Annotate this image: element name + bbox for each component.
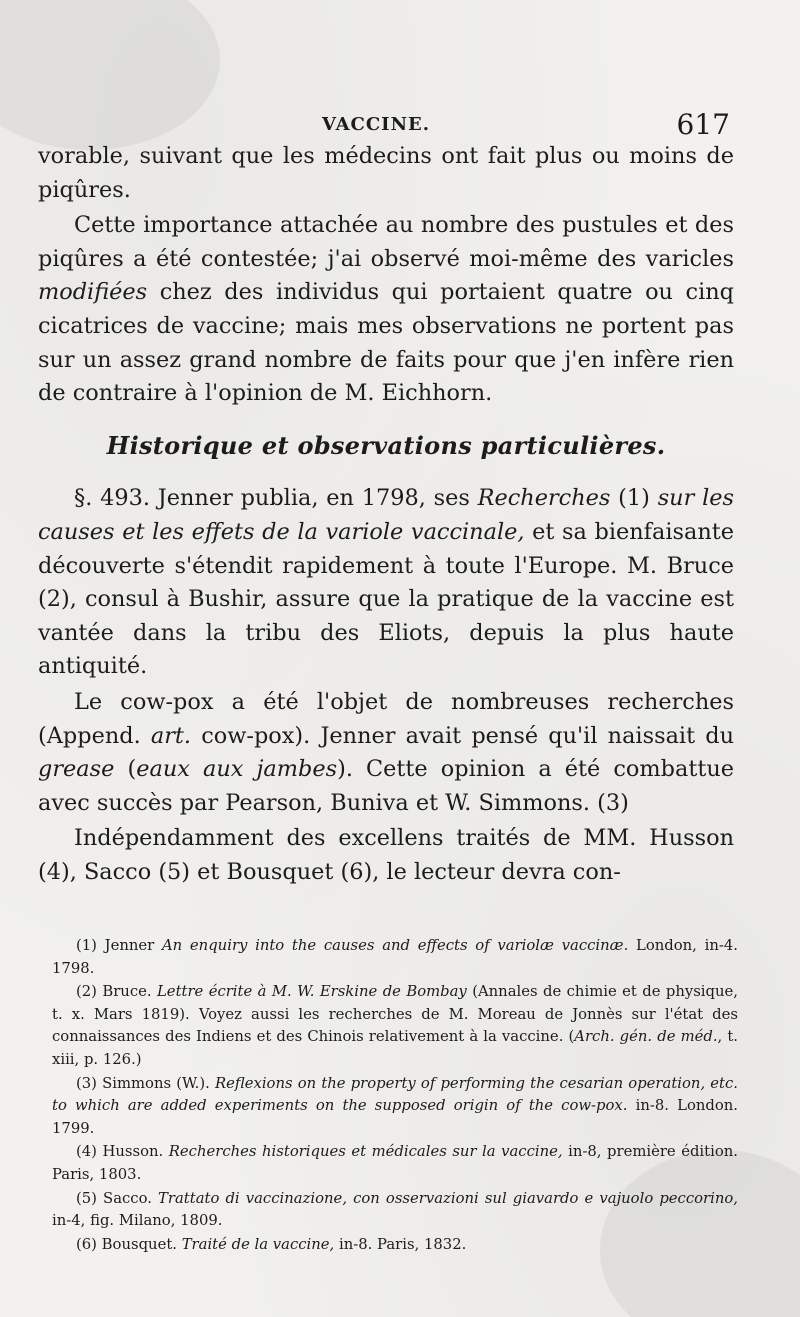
text: (1): [610, 485, 658, 512]
text: (Annales de chimie et de physique, t. x. Mars 1819). Voyez aussi les recherches de M. Moreau de Jonnès sur l'état des connaissances des Indiens et des Chinois relativement à la vaccine. (: [52, 983, 738, 1046]
footnote: [52, 935, 738, 980]
text: cow-pox). Jenner avait pensé qu'il naissait du: [191, 722, 735, 749]
italic-text: modifiées: [38, 279, 148, 306]
italic-text: art.: [150, 722, 192, 749]
italic-text: Arch. gén. de méd.: [574, 1028, 718, 1046]
text: (: [114, 756, 137, 783]
text: London, in-4. 1798.: [52, 937, 738, 977]
italic-text: Lettre écrite à M. W. Erskine de Bombay: [156, 983, 467, 1001]
paragraph: [38, 209, 734, 411]
paragraph: [38, 686, 734, 820]
text: in-8. London. 1799.: [52, 1097, 738, 1137]
text: Le cow-pox a été l'objet de nombreuses recherches (Append.: [38, 688, 734, 749]
main-text: [38, 140, 734, 891]
text: §. 493. Jenner publia, en 1798, ses: [74, 485, 478, 512]
footnote: [52, 1188, 738, 1233]
italic-text: grease: [38, 756, 115, 783]
italic-text: sur les causes et les effets de la variole vaccinale,: [38, 485, 734, 545]
text: (2) Bruce.: [76, 983, 157, 1001]
text: (3) Simmons (W.).: [76, 1074, 215, 1092]
italic-text: Recherches: [477, 485, 611, 512]
text: , t. xiii, p. 126.): [52, 1028, 739, 1068]
italic-text: eaux aux jambes: [136, 756, 338, 783]
section-title: Historique et observations particulières.: [106, 430, 666, 460]
text: ). Cette opinion a été combattue avec succès par Pearson, Buniva et W. Simmons. (3): [38, 756, 734, 816]
text: et sa bienfaisante découverte s'étendit rapidement à toute l'Europe. M. Bruce (2), consul à Bushir, assure que la pratique de la vaccine est vantée dans la tribu des Eliots, depuis la plus haute antiquité.: [38, 518, 734, 680]
text: vorable, suivant que les médecins ont fait plus ou moins de piqûres.: [38, 143, 734, 203]
text: Cette importance attachée au nombre des pustules et des piqûres a été contestée; j'ai observé moi-même des varicles: [38, 212, 734, 272]
italic-text: Recherches historiques et médicales sur la vaccine,: [168, 1143, 563, 1161]
text: Indépendamment des excellens traités de MM. Husson (4), Sacco (5) et Bousquet (6), le lecteur devra con-: [38, 825, 734, 885]
italic-text: Traité de la vaccine,: [181, 1235, 335, 1253]
footnote: [52, 1234, 738, 1257]
text: (4) Husson.: [76, 1143, 169, 1161]
text: (5) Sacco.: [76, 1189, 159, 1207]
text: in-8. Paris, 1832.: [334, 1235, 467, 1253]
italic-text: Reflexions on the property of performing the cesarian operation, etc. to which are added experiments on the supposed origin of the cow-pox.: [52, 1074, 738, 1115]
footnote: [52, 981, 738, 1071]
paragraph: [38, 482, 734, 684]
text: (1) Jenner: [76, 937, 162, 954]
running-head: VACCINE.: [322, 114, 431, 135]
italic-text: Trattato di vaccinazione, con osservazioni sul giavardo e vajuolo peccorino,: [158, 1189, 738, 1207]
paragraph: [38, 822, 734, 889]
footnotes: [52, 935, 738, 1257]
footnote: [52, 1141, 738, 1186]
text: in-8, première édition. Paris, 1803.: [52, 1143, 738, 1183]
text: chez des individus qui portaient quatre ou cinq cicatrices de vaccine; mais mes observations ne portent pas sur un assez grand nombre de faits pour que j'en infère rien de contraire à l'opinion de M. Eichhorn.: [38, 279, 734, 407]
page-number: 617: [676, 108, 730, 141]
footnote: [52, 1073, 738, 1141]
text: in-4, fig. Milano, 1809.: [52, 1212, 223, 1230]
italic-text: An enquiry into the causes and effects of variolæ vaccinæ.: [161, 937, 629, 954]
text: (6) Bousquet.: [76, 1235, 182, 1253]
paragraph: [38, 140, 734, 207]
